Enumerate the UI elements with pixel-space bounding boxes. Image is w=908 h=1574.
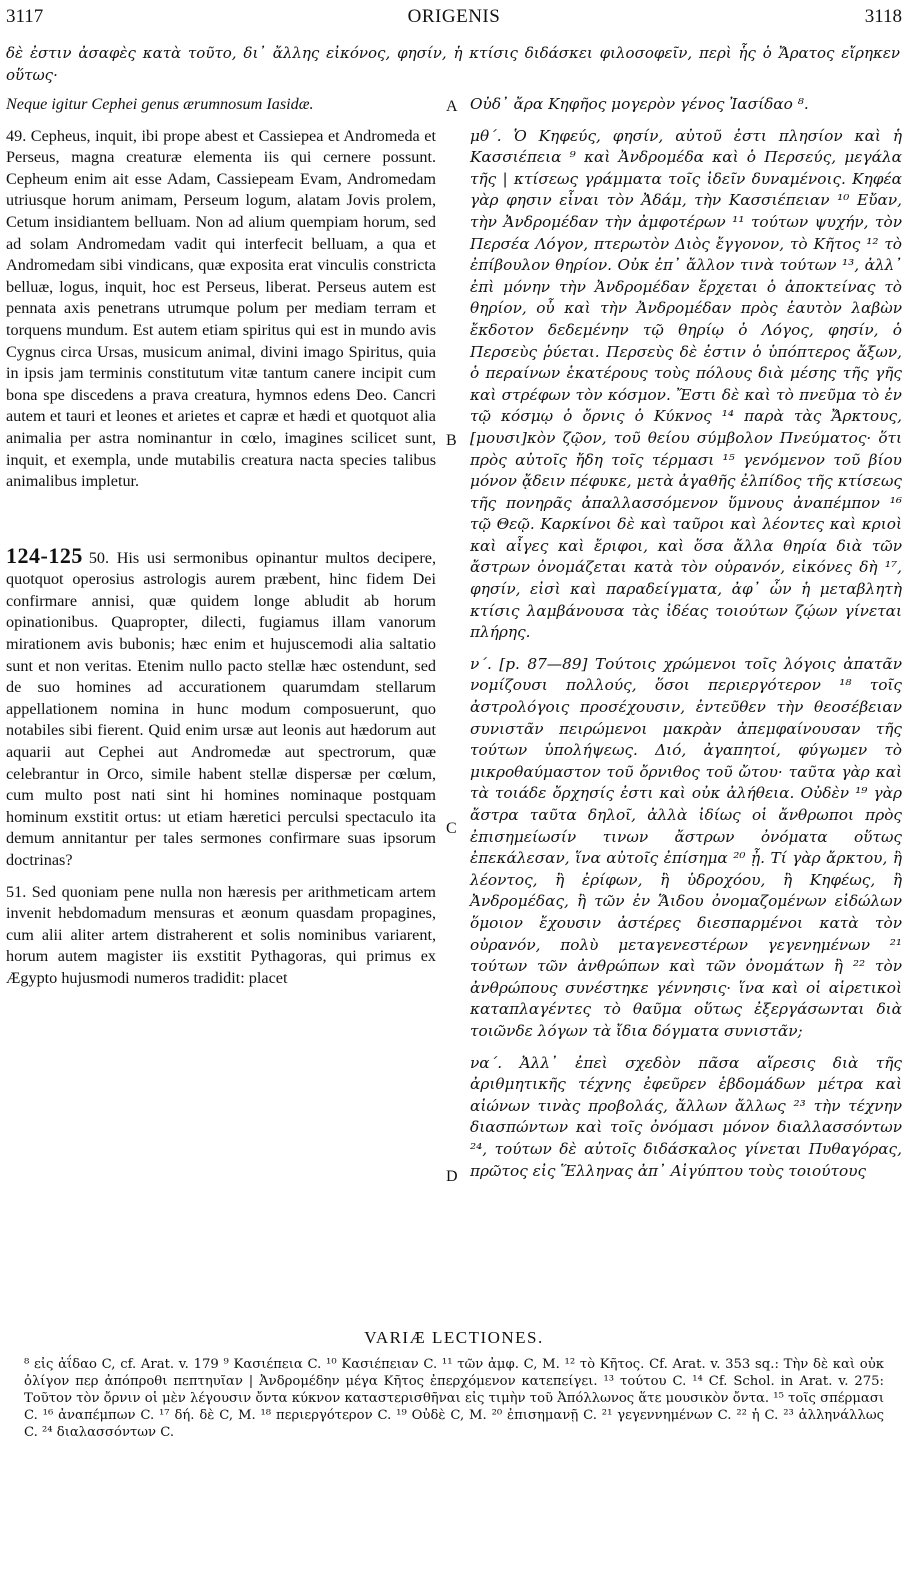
- latin-paragraph-49: 49. Cepheus, inquit, ibi prope abest et Cassiepea et Andromeda et Perseus, magna creaturæ elementa iis qui cernere possunt. Cepheum enim ait esse Adam, Cassiepeam Evam, Andromedam utriusque horum animam, Perseum logum, alatam Jovis prolem, Cetum insidiantem belluam. Non ad alium quempiam horum, sed ad solam Andromedam vadit qui interfecit belluam, a qua et Andromedam sibi vindicans, quæ exposita erat vinculis constricta belluæ, logus, inquit, hoc est Perseus, liberat. Perseus autem est pennata axis penetrans utrumque polum per mediam terram et torquens mundum. Est autem etiam spiritus qui est in mundo avis Cygnus circa Ursas, musicum animal, divini imago Spiritus, quia in ipsis jam terminis constitutum vitæ tantum canere incipit cum bona spe discedens a prava creatura, hymnos edens Deo. Cancri autem et tauri et leones et arietes et capræ et hædi et quotquot alia animalia per astra nominantur in cœlo, imagines scilicet sunt, inquit, et exempla, unde mutabilis creatura nacta species talibus animalibus impletur.: [6, 126, 436, 491]
- margin-letter-d: D: [446, 1168, 458, 1185]
- greek-verse: Οὐδ᾽ ἄρα Κηφῆος μογερὸν γένος Ἰασίδαο ⁸.: [470, 95, 809, 113]
- margin-letter-b: B: [446, 432, 457, 449]
- page-number-right: 3118: [864, 6, 902, 27]
- page-title: ORIGENIS: [407, 6, 501, 27]
- column-number-marker: 124-125: [6, 542, 83, 568]
- latin-paragraph-51: 51. Sed quoniam pene nulla non hæresis per arithmeticam artem invenit hebdomadum mensuras et æonum quasdam propagines, cum alii aliter artem distraherent et solis nominibus variarent, horum autem magister iis exstitit Pythagoras, qui primus ex Ægypto hujusmodi numeros tradidit: placet: [6, 882, 436, 987]
- intro-greek-line: δὲ ἐστιν ἀσαφὲς κατὰ τοῦτο, δι᾽ ἄλλης εἰκόνος, φησίν, ἡ κτίσις διδάσκει φιλοσοφεῖν, περὶ ἧς ὁ Ἄρατος εἴρηκεν οὕτως·: [6, 44, 900, 84]
- latin-paragraph-50-text: 50. His usi sermonibus opinantur multos decipere, quotquot operosius astrologis aurem præbent, hinc fidem Dei confirmare annisi, quæ quidem longe abludit ab horum opinationibus. Quapropter, dilecti, fugiamus illam vanorum mirationem avis bubonis; hæc enim et hujuscemodi alia saltatio sunt et non veritas. Etenim nullo pacto stellæ hæc ostendunt, sed de suo homines ad accurationem quarumdam stellarum appellationem nomina in hunc modum composuerunt, quo notabiles sibi fierent. Quid enim ursæ aut leonis aut hædorum aut aquarii aut Cephei aut Andromedæ aut spectrorum, quæ celebrantur in Orco, simile habent stellæ dispersæ per cœlum, cum multo post nati sint hi homines nominaque postquam hominum exstitit ortus: ut etiam hæretici perculsi spectaculo ita demum annitantur per tales sermones confirmare suas ipsorum doctrinas?: [6, 548, 436, 869]
- variae-lectiones-notes: [24, 1356, 884, 1441]
- variae-lectiones-heading: VARIÆ LECTIONES.: [364, 1328, 544, 1347]
- greek-paragraph-49: μθ´. Ὁ Κηφεύς, φησίν, αὐτοῦ ἐστι πλησίον καὶ ἡ Κασσιέπεια ⁹ καὶ Ἀνδρομέδα καὶ ὁ Περσεύς, μεγάλα τῆς | κτίσεως γράμματα τοῖς ἰδεῖν δυναμένοις. Κηφέα γὰρ φησιν εἶναι τὸν Ἀδάμ, τὴν Κασσιέπειαν ¹⁰ Εὔαν, τὴν Ἀνδρομέδαν τὴν ἀμφοτέρων ¹¹ τούτων ψυχήν, τὸν Περσέα Λόγον, πτερωτὸν Διὸς ἔγγονον, τὸ Κῆτος ¹² τὸ ἐπίβουλον θηρίον. Οὐκ ἐπ᾽ ἄλλον τινὰ τούτων ¹³, ἀλλ᾽ ἐπὶ μόνην τὴν Ἀνδρομέδαν ἔρχεται ὁ ἀποκτείνας τὸ θηρίον, οὗ καὶ τὴν Ἀνδρομέδαν πρὸς ἑαυτὸν λαβὼν ἔκδοτον δεδεμένην τῷ θηρίῳ ὁ Λόγος, φησίν, ὁ Περσεὺς ῥύεται. Περσεὺς δὲ ἐστιν ὁ ὑπόπτερος ἄξων, ὁ περαίνων ἑκατέρους τοὺς πόλους διὰ μέσης τῆς γῆς καὶ στρέφων τὸν κόσμον. Ἔστι δὲ καὶ τὸ πνεῦμα τὸ ἐν τῷ κόσμῳ ὁ ὄρνις ὁ Κύκνος ¹⁴ παρὰ τὰς Ἄρκτους, [μουσι]κὸν ζῷον, τοῦ θείου σύμβολον Πνεύματος· ὅτι πρὸς αὐτοῖς ἤδη τοῖς τέρμασι ¹⁵ γενόμενον τοῦ βίου μόνον ᾄδειν πέφυκε, μετὰ ἀγαθῆς ἐλπίδος τῆς κτίσεως τῆς πονηρᾶς ἀπαλλασσόμενον ὕμνους ἀναπέμπον ¹⁶ τῷ Θεῷ. Καρκίνοι δὲ καὶ ταῦροι καὶ λέοντες καὶ κριοὶ καὶ αἶγες καὶ ἔριφοι, καὶ ὅσα ἄλλα θηρία διὰ τῶν ἄστρων ὀνομάζεται κατὰ τὸν οὐρανόν, εἰκόνες δὴ ¹⁷, φησίν, εἰσὶ καὶ παραδείγματα, ἀφ᾽ ὧν ἡ μεταβλητὴ κτίσις λαμβάνουσα τὰς ἰδέας τοιούτων ζῴων γίνεται πλήρης.: [470, 126, 902, 642]
- margin-letter-a: A: [446, 98, 458, 115]
- variant-readings-text: ⁸ εἰς ἀΐδαο C, cf. Arat. v. 179 ⁹ Κασιέπεια C. ¹⁰ Κασιέπειαν C. ¹¹ τῶν ἀμφ. C, M. ¹² τὸ Κῆτος. Cf. Arat. v. 353 sq.: Τὴν δὲ καὶ οὐκ ὀλίγον περ ἀπόπροθι πεπτηυῖαν | Ἀνδρομέδην μέγα Κῆτος ἐπερχόμενον κατεπείγει. ¹³ τούτου C. ¹⁴ Cf. Schol. in Arat. v. 275: Τοῦτον τὸν ὄρνιν οἱ μὲν λέγουσιν ὄντα κύκνον καταστερισθῆναι εἰς τιμὴν τοῦ Ἀπόλλωνος ἅτε μουσικὸν ὄντα. ¹⁵ τοῖς σπέρμασι C. ¹⁶ ἀναπέμπων C. ¹⁷ δή. δὲ C, M. ¹⁸ περιεργότερον C. ¹⁹ Οὐδὲ C, M. ²⁰ ἐπισημανῇ C. ²¹ γεγεννημένων C. ²² ἡ C. ²³ ἀλληνάλλως C. ²⁴ διαλασσόντων C.: [24, 1357, 884, 1440]
- latin-column: [6, 94, 436, 990]
- margin-letter-c: C: [446, 820, 457, 837]
- greek-paragraph-50: ν´. [p. 87—89] Τούτοις χρώμενοι τοῖς λόγοις ἀπατᾶν νομίζουσι πολλούς, ὅσοι περιεργότερον ¹⁸ τοῖς ἀστρολόγοις προσέχουσιν, ἐντεῦθεν τὴν θεοσέβειαν συνιστᾶν πειρώμενοι μακρὰν ἀπεμφαίνουσαν τῆς τούτων ὑπολήψεως. Διό, ἀγαπητοί, φύγωμεν τὸ μικροθαύμαστον τοῦ ὄρνιθος τοῦ ὤτου· ταῦτα γὰρ καὶ τὰ τοιάδε ὄρχησίς ἐστι καὶ οὐκ ἀλήθεια. Οὐδὲν ¹⁹ γὰρ ἄστρα ταῦτα δηλοῖ, ἀλλὰ ἰδίως οἱ ἄνθρωποι πρὸς ἐπισημείωσίν τινων ἄστρων ὀνόματα οὕτως ἐπεκάλεσαν, ἵνα αὐτοῖς ἐπίσημα ²⁰ ᾖ. Τί γὰρ ἄρκτου, ἢ λέοντος, ἢ ἐρίφων, ἢ ὑδροχόου, ἢ Κηφέως, ἢ Ἀνδρομέδας, ἢ τῶν ἐν Ἅιδου ὀνομαζομένων εἰδώλων ὅμοιον ἔχουσιν ἀστέρες διεσπαρμένοι κατὰ τὸν οὐρανόν, πολὺ μεταγενεστέρων γεγενημένων ²¹ τούτων τῶν ἀνθρώπων καὶ τῶν ὀνομάτων ἢ ²² τὸν ἀνθρώπους συνέστηκε γέννησις· ἵνα καὶ οἱ αἱρετικοὶ καταπλαγέντες τὸ θαῦμα οὕτως ἐξεργάσωνται διὰ τοιῶνδε λόγων τὰ ἴδια δόγματα συνιστᾶν;: [470, 654, 902, 1040]
- latin-paragraph-50: [6, 542, 436, 872]
- greek-paragraph-51: να´. Ἀλλ᾽ ἐπεὶ σχεδὸν πᾶσα αἵρεσις διὰ τῆς ἀριθμητικῆς τέχνης ἐφεῦρεν ἑβδομάδων μέτρα καὶ αἰώνων τινὰς προβολάς, ἄλλων ἄλλως ²³ τὴν τέχνην διασπώντων καὶ τοῖς ὀνόμασι μόνον διαλλασσόντων ²⁴, τούτων δὲ αὐτοῖς διδάσκαλος γίνεται Πυθαγόρας, πρῶτος εἰς Ἕλληνας ἀπ᾽ Αἰγύπτου τοὺς τοιούτους: [470, 1053, 902, 1180]
- page-number-left: 3117: [6, 6, 44, 27]
- latin-verse: Neque igitur Cephei genus ærumnosum Iasidæ.: [6, 95, 314, 113]
- greek-column: [470, 94, 902, 1182]
